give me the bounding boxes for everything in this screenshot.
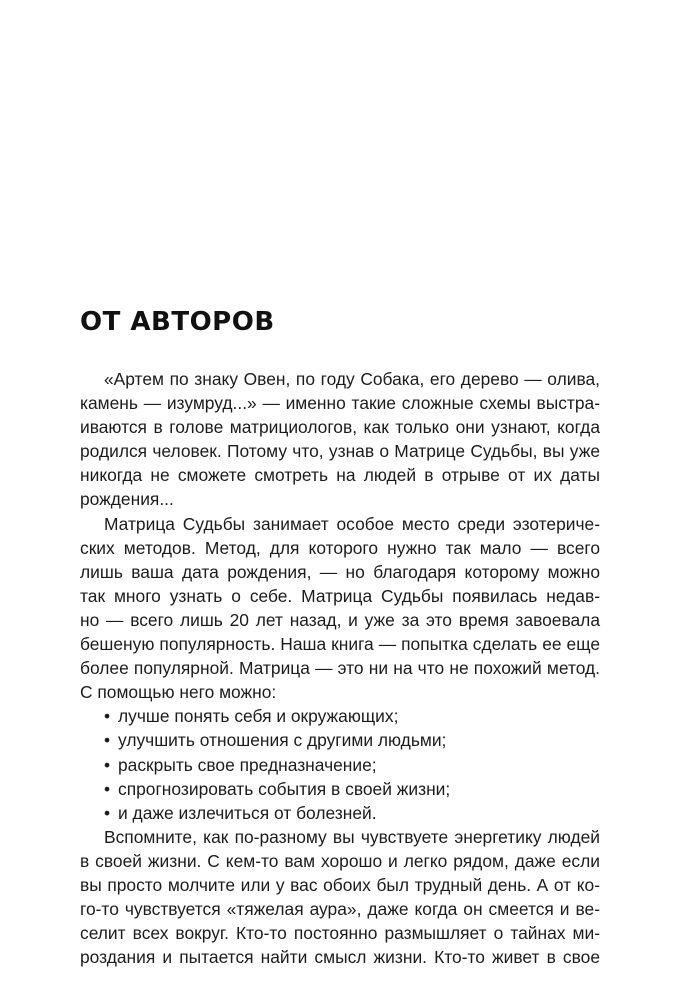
paragraph-2-line-5: но — всего лишь 20 лет назад, и уже за это время завоевала: [80, 609, 600, 630]
bullet-icon: •: [104, 802, 111, 823]
bullet-text: улучшить отношения с другими людьми;: [118, 730, 447, 751]
paragraph-3-line-6: роздания и пытается найти смысл жизни. Кто-то живет в свое: [80, 947, 600, 968]
bullet-icon: •: [104, 754, 111, 775]
paragraph-2-line-6: бешеную популярность. Наша книга — попытка сделать ее еще: [80, 634, 600, 655]
bullet-text: лучше понять себя и окружающих;: [118, 706, 399, 727]
bullet-icon: •: [104, 730, 111, 751]
bullet-item: [80, 753, 600, 777]
chapter-heading: ОТ АВТОРОВ: [80, 307, 275, 337]
bullet-icon: •: [104, 778, 111, 799]
paragraph-3-line-1: Вспомните, как по-разному вы чувствуете энергетику людей: [104, 826, 600, 847]
paragraph-3-line-4: го-то чувствуется «тяжелая аура», даже когда он смеется и ве-: [80, 899, 600, 920]
paragraph-3-line-2: в своей жизни. С кем-то вам хорошо и легко рядом, даже если: [80, 850, 600, 871]
paragraph-3-line-5: селит всех вокруг. Кто-то постоянно размышляет о тайнах ми-: [80, 923, 600, 944]
bullet-icon: •: [104, 706, 111, 727]
bullet-item: [80, 728, 600, 752]
paragraph-2-line-1: Матрица Судьбы занимает особое место среди эзотериче-: [104, 513, 600, 534]
bullet-item: [80, 801, 600, 825]
paragraph-1-line-1: «Артем по знаку Овен, по году Собака, его дерево — олива,: [104, 369, 600, 389]
paragraph-1-line-4: родился человек. Потому что, узнав о Матрице Судьбы, вы уже: [80, 441, 600, 462]
paragraph-2-line-4: так много узнать о себе. Матрица Судьбы появилась недав-: [80, 585, 600, 606]
paragraph-2-line-3: лишь ваша дата рождения, — но благодаря которому можно: [80, 561, 600, 582]
bullet-text: спрогнозировать события в своей жизни;: [118, 778, 451, 799]
paragraph-1-line-3: иваются в голове матрициологов, как только они узнают, когда: [80, 417, 600, 438]
paragraph-1-line-2: камень — изумруд...» — именно такие сложные схемы выстра-: [80, 393, 600, 414]
paragraph-2-line-7: более популярной. Матрица — это ни на что не похожий метод.: [80, 658, 600, 679]
bullet-item: [80, 704, 600, 728]
paragraph-2-line-2: ских методов. Метод, для которого нужно так мало — всего: [80, 537, 600, 558]
bullet-item: [80, 777, 600, 801]
paragraph-2-line-8: С помощью него можно:: [80, 682, 277, 703]
paragraph-3-line-3: вы просто молчите или у вас обоих был трудный день. А от ко-: [80, 874, 600, 895]
paragraph-1-line-5: никогда не сможете смотреть на людей в отрыве от их даты: [80, 465, 600, 486]
paragraph-1-line-6: рождения...: [80, 489, 174, 510]
body-text: [80, 367, 600, 969]
bullet-text: и даже излечиться от болезней.: [118, 802, 377, 823]
bullet-text: раскрыть свое предназначение;: [118, 754, 377, 775]
